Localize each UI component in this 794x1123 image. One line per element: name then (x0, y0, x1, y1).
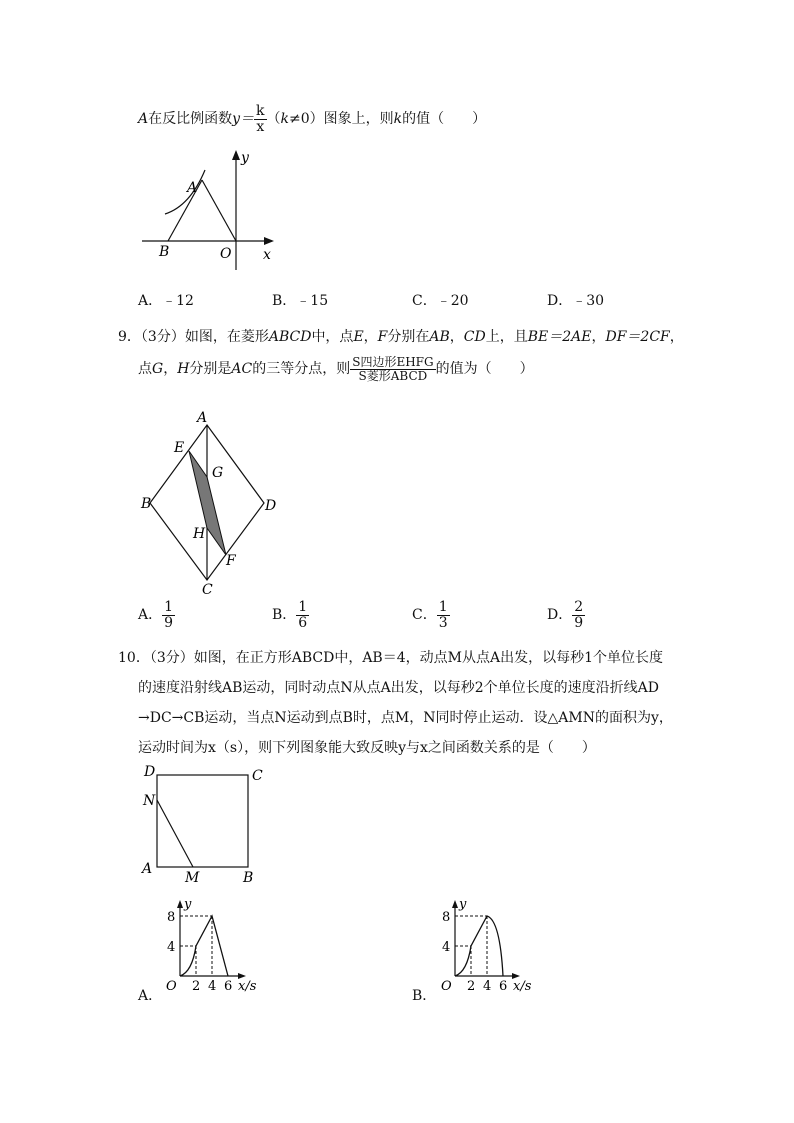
label-x: x/s (513, 979, 532, 994)
tick-x-4: 4 (483, 979, 492, 994)
label-n: N (143, 793, 156, 809)
q9-cond2: DF＝2CF (605, 329, 670, 345)
q9-cond1: BE＝2AE (527, 329, 592, 345)
label-e: E (174, 440, 185, 456)
label-c: C (252, 768, 263, 784)
q8-cond-tail: ≠0）图象上，则 (289, 111, 394, 128)
q9-abcd: ABCD (268, 329, 312, 345)
tick-y-8: 8 (442, 910, 451, 925)
q9-text: 的三等分点，则 (252, 361, 351, 378)
tick-x-2: 2 (192, 979, 201, 994)
q9-text: 点 (138, 361, 152, 378)
option-text: ﹣15 (296, 293, 329, 309)
option-letter: A． (138, 293, 163, 309)
q8-cond-open: （ (266, 111, 281, 128)
q9-comma: ， (591, 329, 606, 345)
label-c: C (202, 582, 213, 598)
q9-comma: ， (363, 329, 378, 345)
q8-fraction-num: k (256, 103, 265, 119)
fraction-den: 3 (438, 614, 448, 631)
label-x: x (263, 247, 271, 263)
q9-comma: ， (449, 329, 464, 345)
q10-option-a[interactable]: A． (138, 988, 163, 1004)
fraction-den: 9 (164, 614, 174, 631)
y-axis-arrow (452, 900, 458, 908)
fraction-num: 1 (298, 599, 308, 615)
fraction-num: 1 (438, 599, 448, 615)
tick-x-6: 6 (224, 979, 233, 994)
q10-option-b[interactable]: B． (412, 988, 437, 1004)
option-letter: D． (547, 607, 573, 624)
tick-y-8: 8 (167, 910, 176, 925)
fraction-den: 9 (574, 614, 584, 631)
q8-fraction-den: x (256, 118, 265, 135)
q9-cd: CD (463, 329, 486, 345)
tick-x-2: 2 (467, 979, 476, 994)
label-g: G (212, 465, 224, 481)
q9-text: 中，点 (311, 329, 354, 345)
label-y: y (241, 150, 249, 166)
option-text: ﹣12 (162, 293, 194, 309)
q9-comma: ， (669, 329, 684, 345)
label-d: D (265, 498, 277, 514)
label-o: O (441, 979, 452, 994)
q8-k: k (393, 111, 403, 128)
q9-ab: AB (429, 329, 450, 345)
label-a: A (142, 861, 153, 877)
q10-line3: →DC→CB运动，当点N运动到点B时，点M，N同时停止运动．设△AMN的面积为y， (138, 710, 673, 726)
q9-text: 上，且 (485, 329, 528, 345)
option-letter: B． (272, 607, 297, 624)
q9-text: 分别是 (189, 361, 232, 378)
fraction-num: 1 (164, 599, 174, 615)
q9-e: E (353, 329, 364, 345)
q9-text: 的值为（ ） (435, 361, 534, 378)
label-a: A (187, 180, 198, 196)
option-text: ﹣20 (436, 293, 469, 309)
label-f: F (226, 553, 236, 569)
ratio-numerator: S四边形EHFG (352, 355, 434, 369)
q9-comma: ， (163, 361, 178, 378)
q9-text: 分别在 (387, 329, 430, 345)
option-letter: A． (138, 607, 163, 624)
option-text: ﹣30 (572, 293, 605, 309)
q10-line2: 的速度沿射线AB运动，同时动点N从点A出发，以每秒2个单位长度的速度沿折线AD (138, 680, 659, 696)
option-letter: C． (412, 607, 437, 624)
label-m: M (185, 870, 200, 886)
label-y: y (459, 897, 467, 912)
label-o: O (166, 979, 177, 994)
label-h: H (193, 526, 206, 542)
label-d: D (144, 764, 156, 780)
q8-stem-text: 在反比例函数 (148, 111, 233, 128)
tick-x-4: 4 (208, 979, 217, 994)
fraction-num: 2 (574, 599, 584, 615)
option-letter: C． (412, 293, 437, 309)
tick-y-4: 4 (442, 940, 451, 955)
ratio-denominator: S菱形ABCD (358, 368, 428, 383)
q9-g: G (152, 361, 164, 378)
q8-equation: y＝ (232, 111, 255, 128)
q8-cond-k: k (280, 111, 290, 128)
option-letter: B． (272, 293, 297, 309)
option-letter: D． (547, 293, 573, 309)
label-y: y (184, 897, 192, 912)
q9-f: F (377, 329, 388, 345)
label-b: B (243, 870, 254, 886)
label-a: A (197, 410, 208, 426)
q10-line1: 10．（3分）如图，在正方形ABCD中，AB＝4，动点M从点A出发，以每秒1个单位长度 (118, 650, 663, 666)
label-b: B (159, 244, 170, 260)
q9-h: H (177, 361, 190, 378)
tick-x-6: 6 (499, 979, 508, 994)
label-b: B (141, 496, 152, 512)
label-o: O (220, 246, 232, 262)
q8-stem-end: 的值（ ） (402, 111, 487, 128)
fraction-den: 6 (298, 614, 308, 631)
q10-line4: 运动时间为x（s），则下列图象能大致反映y与x之间函数关系的是（ ） (138, 740, 596, 756)
label-x: x/s (238, 979, 257, 994)
tick-y-4: 4 (167, 940, 176, 955)
q9-number: 9．（3分）如图，在菱形 (118, 329, 269, 345)
q9-ac: AC (231, 361, 253, 378)
point-a-label: A (138, 111, 149, 128)
